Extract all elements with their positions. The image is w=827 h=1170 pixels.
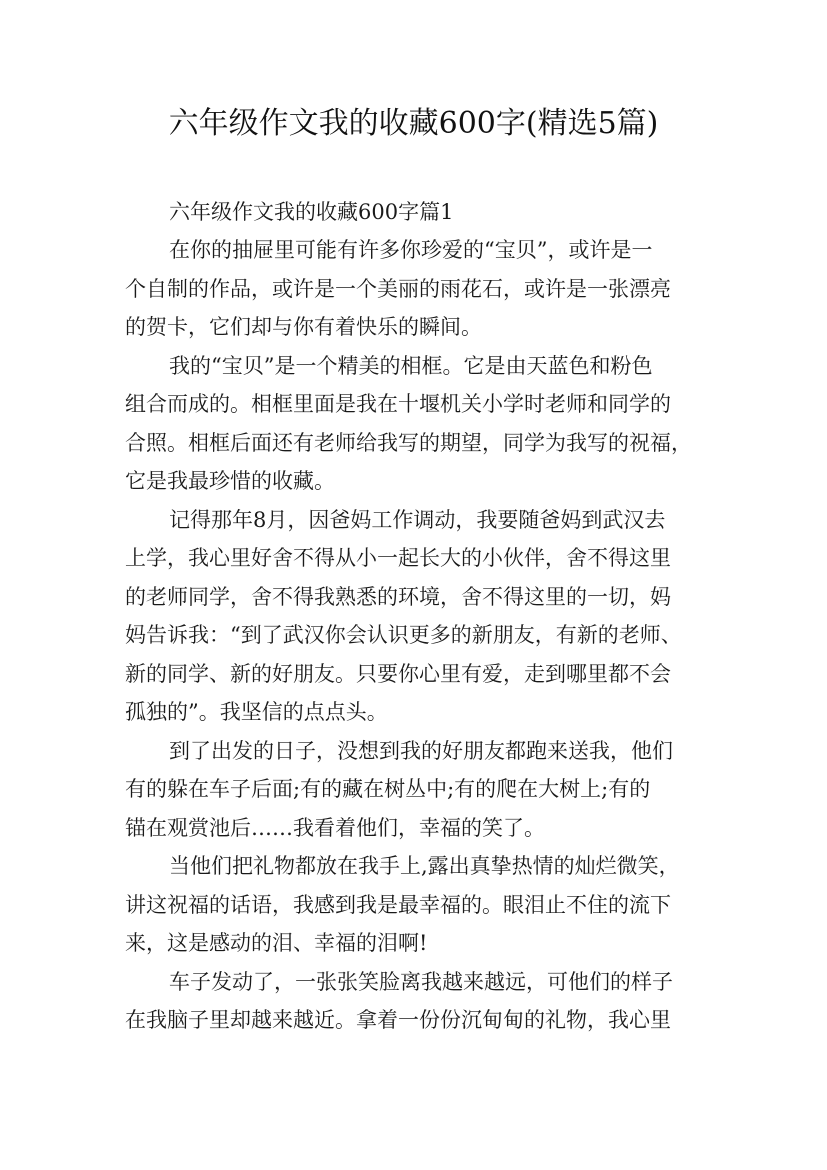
paragraph-line: 来，这是感动的泪、幸福的泪啊!	[125, 931, 428, 955]
paragraph-line: 个自制的作品，或许是一个美丽的雨花石，或许是一张漂亮	[125, 276, 671, 301]
paragraph-line: 车子发动了，一张张笑脸离我越来越远，可他们的样子	[169, 969, 673, 994]
document-body	[125, 193, 705, 1040]
paragraph-line: 的贺卡，它们却与你有着快乐的瞬间。	[125, 315, 482, 339]
paragraph-line: 有的躲在车子后面;有的藏在树丛中;有的爬在大树上;有的	[125, 777, 651, 801]
paragraph-line: 在我脑子里却越来越近。拿着一份份沉甸甸的礼物，我心里	[125, 1008, 671, 1032]
paragraph-line: 的老师同学，舍不得我熟悉的环境，舍不得这里的一切，妈	[125, 584, 671, 609]
paragraph	[125, 231, 705, 347]
paragraph-line: 记得那年8月，因爸妈工作调动，我要随爸妈到武汉去	[169, 507, 666, 532]
paragraph-line: 它是我最珍惜的收藏。	[125, 469, 335, 493]
paragraph-line: 到了出发的日子，没想到我的好朋友都跑来送我，他们	[169, 738, 673, 763]
paragraph-line: 当他们把礼物都放在我手上,露出真挚热情的灿烂微笑，	[169, 854, 680, 878]
paragraph-line: 孤独的”。我坚信的点点头。	[125, 700, 388, 724]
paragraph-line: 组合而成的。相框里面是我在十堰机关小学时老师和同学的	[125, 392, 671, 416]
paragraph	[125, 347, 705, 501]
paragraph-line: 新的同学、新的好朋友。只要你心里有爱，走到哪里都不会	[125, 661, 671, 686]
paragraph-line: 讲这祝福的话语，我感到我是最幸福的。眼泪止不住的流下	[125, 892, 671, 917]
paragraph	[125, 732, 705, 848]
paragraph	[125, 847, 705, 963]
paragraph	[125, 501, 705, 732]
paragraph-line: 我的“宝贝”是一个精美的相框。它是由天蓝色和粉色	[169, 353, 653, 378]
paragraph-line: 合照。相框后面还有老师给我写的期望，同学为我写的祝福，	[125, 430, 692, 455]
paragraph-line: 锚在观赏池后……我看着他们，幸福的笑了。	[125, 815, 545, 840]
paragraph-line: 上学，我心里好舍不得从小一起长大的小伙伴，舍不得这里	[125, 546, 671, 570]
section-heading: 六年级作文我的收藏600字篇1	[169, 200, 454, 224]
document-title: 六年级作文我的收藏600字(精选5篇)	[168, 106, 659, 141]
paragraph	[125, 963, 705, 1040]
paragraph-line: 在你的抽屉里可能有许多你珍爱的“宝贝”，或许是一	[169, 238, 653, 262]
paragraph-line: 妈告诉我：“到了武汉你会认识更多的新朋友，有新的老师、	[125, 623, 682, 647]
